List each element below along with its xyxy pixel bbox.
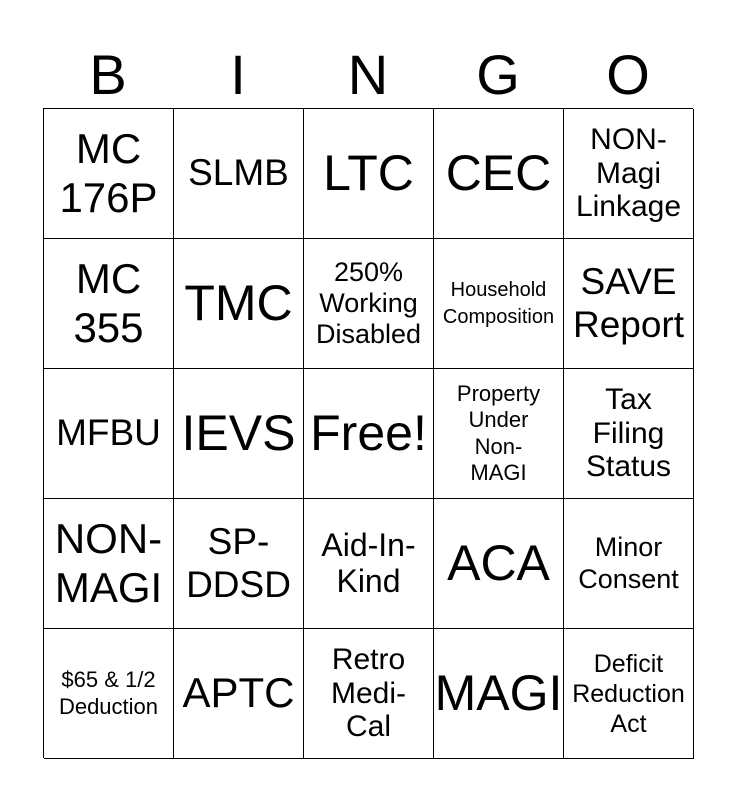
cell-label: SAVE Report [572, 260, 685, 345]
cell-label: MFBU [56, 412, 161, 454]
free-space-label: Free! [310, 404, 427, 461]
cell-label: TMC [184, 274, 293, 331]
cell-label: SLMB [188, 152, 289, 194]
bingo-cell[interactable] [174, 629, 304, 759]
cell-label: Minor Consent [578, 532, 679, 594]
bingo-cell[interactable] [304, 629, 434, 759]
cell-label: Tax Filing Status [585, 383, 672, 484]
header-letter-n: N [347, 43, 389, 106]
cell-label: $65 & 1/2 Deduction [58, 667, 159, 719]
bingo-cell[interactable] [304, 239, 434, 369]
cell-label: LTC [323, 144, 414, 201]
cell-label: CEC [445, 144, 552, 201]
bingo-cell[interactable] [564, 109, 694, 239]
cell-label: ACA [447, 534, 550, 591]
cell-label: Retro Medi- Cal [330, 643, 406, 744]
bingo-cell[interactable] [564, 499, 694, 629]
header-letter-g: G [476, 43, 520, 106]
cell-label: Property Under Non- MAGI [456, 380, 541, 485]
bingo-header [43, 42, 693, 108]
bingo-cell[interactable] [434, 239, 564, 369]
header-letter-i: I [230, 43, 246, 106]
cell-label: Aid-In- Kind [321, 527, 416, 599]
bingo-cell[interactable] [174, 109, 304, 239]
bingo-cell[interactable] [434, 109, 564, 239]
bingo-cell[interactable] [174, 239, 304, 369]
cell-label: NON- MAGI [54, 515, 163, 611]
cell-label: Household Composition [442, 278, 555, 328]
bingo-cell[interactable] [174, 369, 304, 499]
cell-label: SP- DDSD [186, 520, 291, 605]
cell-label: Deficit Reduction Act [572, 649, 685, 738]
free-space-cell[interactable] [304, 369, 434, 499]
header-letter-b: B [89, 43, 127, 106]
bingo-cell[interactable] [44, 369, 174, 499]
cell-label: MAGI [434, 664, 563, 721]
bingo-cell[interactable] [44, 239, 174, 369]
bingo-cell[interactable] [564, 239, 694, 369]
bingo-cell[interactable] [434, 629, 564, 759]
cell-label: MC 176P [59, 125, 158, 221]
bingo-cell[interactable] [564, 369, 694, 499]
bingo-cell[interactable] [174, 499, 304, 629]
bingo-cell[interactable] [434, 369, 564, 499]
cell-label: APTC [182, 669, 295, 717]
bingo-cell[interactable] [304, 109, 434, 239]
cell-label: IEVS [181, 404, 296, 461]
bingo-cell[interactable] [434, 499, 564, 629]
bingo-cell[interactable] [44, 629, 174, 759]
bingo-cell[interactable] [44, 499, 174, 629]
bingo-cell[interactable] [304, 499, 434, 629]
header-letter-o: O [606, 43, 650, 106]
bingo-cell[interactable] [44, 109, 174, 239]
cell-label: 250% Working Disabled [315, 256, 422, 350]
bingo-board [43, 108, 693, 758]
bingo-cell[interactable] [564, 629, 694, 759]
cell-label: NON- Magi Linkage [575, 123, 682, 224]
cell-label: MC 355 [73, 255, 144, 351]
